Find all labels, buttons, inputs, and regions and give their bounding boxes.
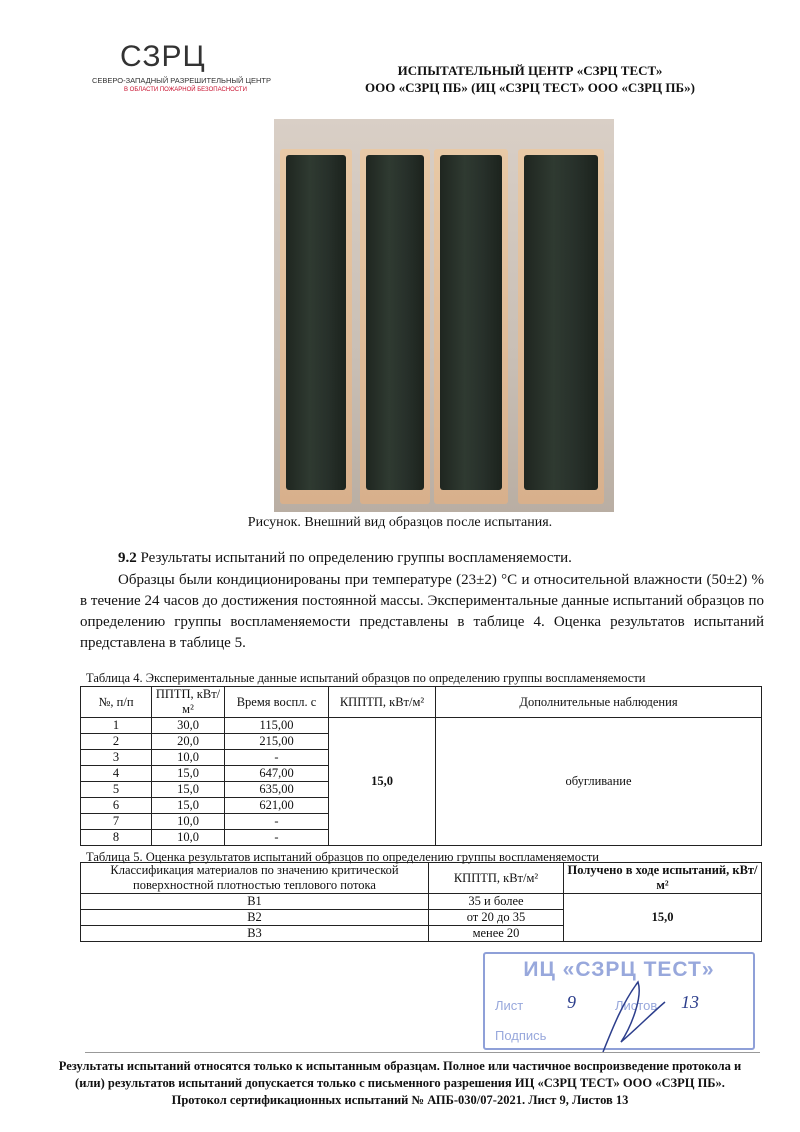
stamp-title: ИЦ «СЗРЦ ТЕСТ»	[523, 958, 715, 981]
table-cell: -	[225, 814, 329, 830]
sample-strip	[280, 149, 352, 504]
table-row	[81, 718, 762, 734]
table4-header-cell: ППТП, кВт/м²	[152, 687, 225, 718]
table-cell: 10,0	[152, 750, 225, 766]
table-cell: 4	[81, 766, 152, 782]
table-cell: 1	[81, 718, 152, 734]
logo-line-2: В ОБЛАСТИ ПОЖАРНОЙ БЕЗОПАСНОСТИ	[124, 87, 247, 93]
table-cell: 3	[81, 750, 152, 766]
table5-header-cell: Получено в ходе испытаний, кВт/м²	[564, 863, 762, 894]
table-cell: 10,0	[152, 814, 225, 830]
company-logo	[92, 40, 277, 102]
table5	[80, 862, 762, 942]
table5-header-cell: Классификация материалов по значению критической поверхностной плотностью теплового потока	[81, 863, 429, 894]
stamp-sheets-value: 13	[681, 992, 699, 1012]
figure-caption: Рисунок. Внешний вид образцов после испытания.	[247, 515, 553, 530]
footer-divider	[85, 1052, 760, 1053]
sample-strip	[434, 149, 508, 504]
header-title-2: ООО «СЗРЦ ПБ» (ИЦ «СЗРЦ ТЕСТ» ООО «СЗРЦ ПБ»)	[365, 80, 695, 95]
logo-line-1: СЕВЕРО-ЗАПАДНЫЙ РАЗРЕШИТЕЛЬНЫЙ ЦЕНТР	[92, 76, 272, 85]
section-number: 9.2	[118, 550, 137, 566]
table4-header-cell: Время воспл. с	[225, 687, 329, 718]
page-footer	[40, 1058, 760, 1109]
table5-caption: Таблица 5. Оценка результатов испытаний образцов по определению группы воспламеняемости	[86, 850, 599, 864]
table-cell: 10,0	[152, 830, 225, 846]
table-cell: 6	[81, 798, 152, 814]
table-cell: 35 и более	[429, 894, 564, 910]
footer-line-3: Протокол сертификационных испытаний № АПБ-030/07-2021. Лист 9, Листов 13	[171, 1093, 629, 1107]
footer-line-1: Результаты испытаний относятся только к испытанным образцам. Полное или частичное воспроизведение протокола и	[58, 1059, 742, 1073]
table4-header-cell: №, п/п	[81, 687, 152, 718]
sample-strip	[360, 149, 430, 504]
table-cell: 30,0	[152, 718, 225, 734]
table-cell: -	[225, 830, 329, 846]
table-cell: 647,00	[225, 766, 329, 782]
table-cell: В1	[81, 894, 429, 910]
table4-header-row	[81, 687, 762, 718]
header-title-1: ИСПЫТАТЕЛЬНЫЙ ЦЕНТР «СЗРЦ ТЕСТ»	[397, 63, 663, 78]
section-heading	[118, 548, 728, 569]
logo-mark: СЗРЦ	[120, 40, 206, 73]
table-cell: 635,00	[225, 782, 329, 798]
section-title: Результаты испытаний по определению группы воспламеняемости.	[136, 550, 572, 566]
table-cell: 15,0	[152, 766, 225, 782]
table5-header-cell: КППТП, кВт/м²	[429, 863, 564, 894]
table-cell: 7	[81, 814, 152, 830]
table-cell: 115,00	[225, 718, 329, 734]
sample-strip	[518, 149, 604, 504]
table4-kpptp: 15,0	[329, 718, 436, 846]
table4-caption: Таблица 4. Экспериментальные данные испытаний образцов по определению группы воспламеняемости	[86, 671, 646, 685]
page-header	[320, 62, 740, 96]
table-cell: В3	[81, 926, 429, 942]
table-cell: -	[225, 750, 329, 766]
table-cell: от 20 до 35	[429, 910, 564, 926]
table-cell: 15,0	[152, 782, 225, 798]
table4-header-cell: КППТП, кВт/м²	[329, 687, 436, 718]
stamp-sheet-value: 9	[567, 992, 576, 1012]
stamp-signature-label: Подпись	[495, 1028, 547, 1043]
table4-header-cell: Дополнительные наблюдения	[436, 687, 762, 718]
table-cell: 15,0	[152, 798, 225, 814]
stamp-sheets-label: Листов	[615, 998, 658, 1013]
table-cell: менее 20	[429, 926, 564, 942]
signature-scribble	[593, 972, 673, 1062]
table4-observation: обугливание	[436, 718, 762, 846]
table4	[80, 686, 762, 846]
table5-header-row	[81, 863, 762, 894]
table-cell: 5	[81, 782, 152, 798]
stamp-sheet-label: Лист	[495, 998, 524, 1013]
certification-stamp	[483, 952, 755, 1050]
table-cell: 2	[81, 734, 152, 750]
table-cell: 8	[81, 830, 152, 846]
table-cell: 621,00	[225, 798, 329, 814]
table5-obtained: 15,0	[564, 894, 762, 942]
table-cell: 20,0	[152, 734, 225, 750]
footer-line-2: (или) результатов испытаний допускается только с письменного разрешения ИЦ «СЗРЦ ТЕСТ» ООО «СЗРЦ ПБ».	[75, 1076, 725, 1090]
section-paragraph: Образцы были кондиционированы при температуре (23±2) °С и относительной влажности (50±2) % в течение 24 часов до достижения постоянной массы. Экспериментальные данные испытаний образцов по определению группы воспламеняемости представлены в таблице 4. Оценка результатов испытаний представлена в таблице 5.	[80, 572, 764, 651]
samples-photo	[274, 119, 614, 512]
table-cell: В2	[81, 910, 429, 926]
table-cell: 215,00	[225, 734, 329, 750]
table-row	[81, 894, 762, 910]
